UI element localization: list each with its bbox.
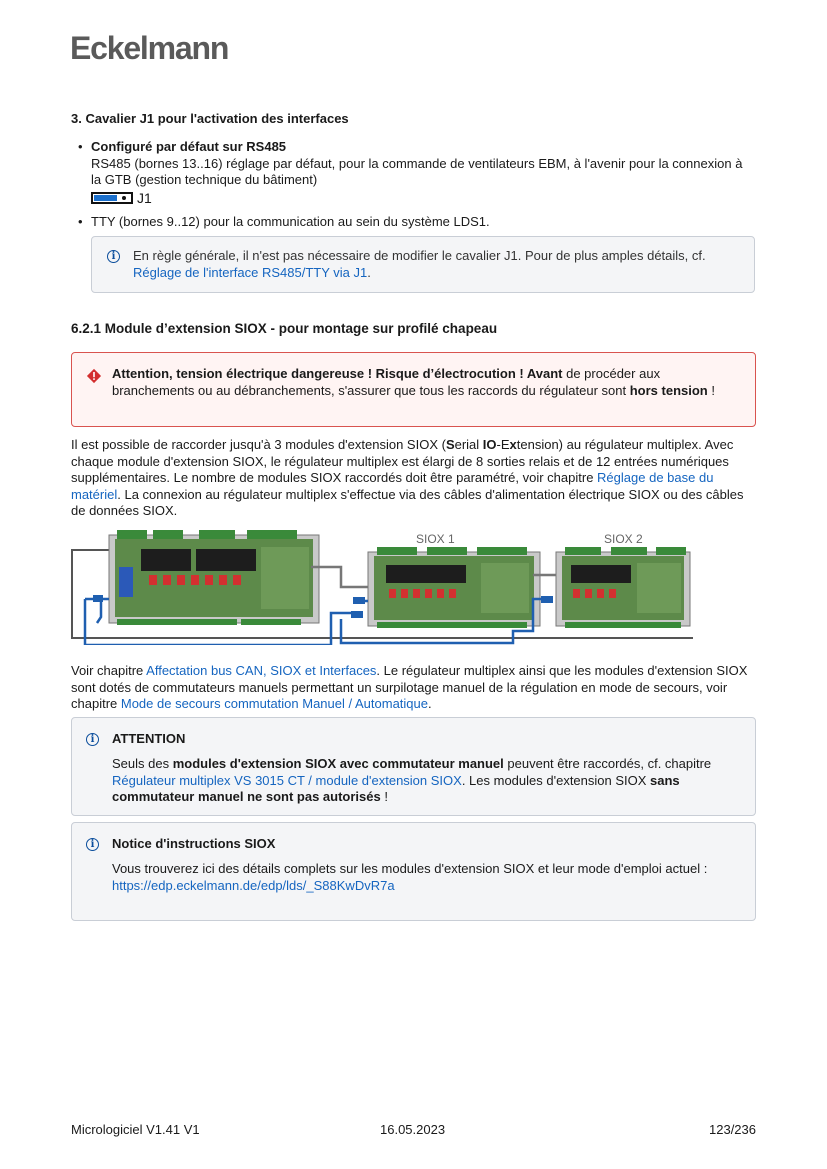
- siox-intro-paragraph: Il est possible de raccorder jusqu'à 3 modules d'extension SIOX (Serial IO-Extension) au régulateur multiplex. Avec chaque module d'extension SIOX, le régulateur multiplex est élargi de 8 sorties relais et de 12 entrées numériques supplémentaires. Le nombre de modules SIOX raccordés doit être paramétré, voir chapitre Réglage de base du matériel. La connexion au régulateur multiplex s'effectue via des câbles d'alimentation électrique SIOX ou des câbles de données SIOX.: [71, 437, 744, 518]
- bullet-rs485-title: Configuré par défaut sur RS485: [91, 139, 287, 154]
- bullet-tty: TTY (bornes 9..12) pour la communication au sein du système LDS1.: [91, 214, 490, 229]
- bullet-marker: •: [78, 139, 83, 154]
- info-note-j1: [91, 236, 755, 293]
- multiplex-controller-board: [109, 530, 319, 625]
- link-hardware-base-setting[interactable]: Réglage de base du matériel: [71, 470, 714, 502]
- siox-2-label: SIOX 2: [604, 532, 643, 546]
- footer-firmware-version: Micrologiciel V1.41 V1: [71, 1122, 200, 1137]
- footer-page-number: 123/236: [709, 1122, 756, 1137]
- siox-2-board: [556, 547, 690, 628]
- siox-1-board: [368, 547, 540, 628]
- footer-date: 16.05.2023: [380, 1122, 446, 1137]
- siox-1-label: SIOX 1: [416, 532, 455, 546]
- attention-title: ATTENTION: [112, 731, 186, 746]
- jumper-switch-icon: [91, 192, 133, 204]
- jumper-label: J1: [137, 189, 152, 206]
- notice-text: Vous trouverez ici des détails complets sur les modules d'extension SIOX et leur mode d'emploi actuel : https://edp.eckelmann.de/edp/lds/_S88KwDvR7a: [112, 861, 708, 893]
- siox-notice-box: [71, 822, 756, 921]
- attention-box: [71, 717, 756, 816]
- link-siox-edp[interactable]: https://edp.eckelmann.de/edp/lds/_S88KwDvR7a: [112, 877, 395, 893]
- info-icon: i: [107, 250, 120, 263]
- eckelmann-logo: Eckelmann: [70, 30, 229, 66]
- link-vs3015-siox[interactable]: Régulateur multiplex VS 3015 CT / module d'extension SIOX: [112, 772, 462, 788]
- bullet-marker: •: [78, 214, 83, 229]
- section-3-title: 3. Cavalier J1 pour l'activation des interfaces: [71, 111, 349, 126]
- notice-title: Notice d'instructions SIOX: [112, 836, 276, 851]
- section-6-2-1-heading: 6.2.1 Module d’extension SIOX - pour montage sur profilé chapeau: [71, 321, 498, 336]
- info-icon: i: [86, 733, 99, 746]
- info-note-text: En règle générale, il n'est pas nécessaire de modifier le cavalier J1. Pour de plus amples détails, cf. Réglage de l'interface RS485/TTY via J1.: [133, 248, 706, 280]
- link-rs485-tty-setting[interactable]: Réglage de l'interface RS485/TTY via J1: [133, 264, 368, 280]
- bullet-rs485-text: RS485 (bornes 13..16) réglage par défaut, pour la commande de ventilateurs EBM, à l'avenir pour la connexion à la GTB (gestion technique du bâtiment): [91, 155, 743, 187]
- info-icon: i: [86, 838, 99, 851]
- warning-text: Attention, tension électrique dangereuse ! Risque d’électrocution ! Avant de procéder aux branchements ou au débranchements, s'assurer que tous les raccords du régulateur sont hors tension !: [112, 366, 715, 398]
- siox-connection-figure: [71, 527, 757, 645]
- jumper-j1-diagram: [91, 190, 152, 207]
- link-emergency-mode[interactable]: Mode de secours commutation Manuel / Automatique: [120, 696, 428, 711]
- warning-diamond-icon: [86, 368, 102, 384]
- bullet-rs485: [91, 139, 751, 208]
- link-can-siox-interfaces[interactable]: Affectation bus CAN, SIOX et Interfaces: [146, 663, 377, 678]
- danger-warning-box: [71, 352, 756, 427]
- siox-manual-switch-paragraph: Voir chapitre Affectation bus CAN, SIOX et Interfaces. Le régulateur multiplex ainsi que les modules d'extension SIOX sont dotés de commutateurs manuels permettant un surpilotage manuel de la régulation en mode de secours, voir chapitre Mode de secours commutation Manuel / Automatique.: [71, 663, 748, 711]
- attention-text: Seuls des modules d'extension SIOX avec commutateur manuel peuvent être raccordés, cf. chapitre Régulateur multiplex VS 3015 CT / module d'extension SIOX. Les modules d'extension SIOX sans commutateur manuel ne sont pas autorisés !: [112, 756, 712, 804]
